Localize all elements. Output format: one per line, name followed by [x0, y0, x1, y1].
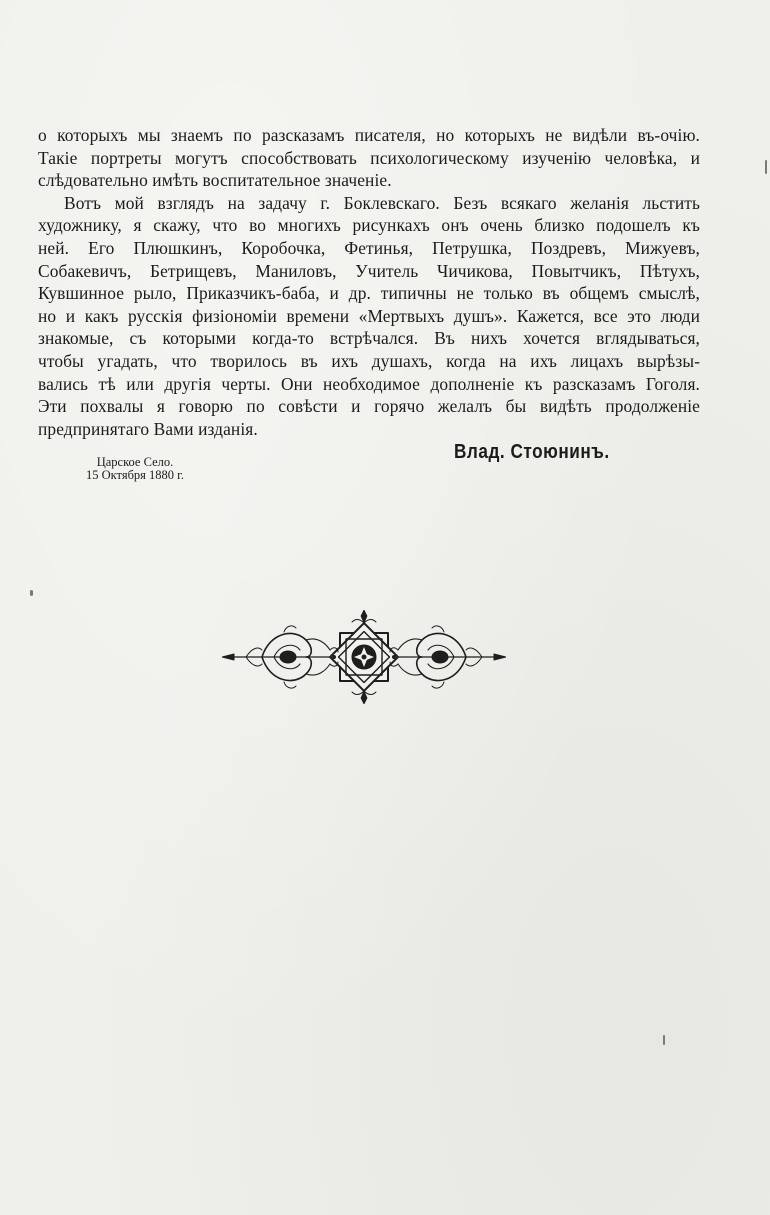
text-line: предпринятаго Вами изданія. — [38, 418, 258, 439]
text-line: ней. Его Плюшкинъ, Коробочка, Фетинья, Петрушка, Поздревъ, Мижуевъ, — [38, 237, 700, 258]
paper-speck — [765, 160, 767, 174]
text-line: художнику, я скажу, что во многихъ рисункахъ онъ очень близко подошелъ къ — [38, 215, 700, 236]
text-line: Собакевичъ, Бетрищевъ, Маниловъ, Учитель Чичикова, Повытчикъ, Пѣтухъ, — [38, 260, 700, 281]
paragraph-start-line: Вотъ мой взглядъ на задачу г. Боклевскаго. Безъ всякаго желанія льстить — [64, 192, 700, 213]
text-line: Такіе портреты могутъ способствовать психологическому изученію человѣка, и — [38, 147, 700, 168]
text-line: но и какъ русскія физіономіи времени «Мертвыхъ душъ». Кажется, все это люди — [38, 305, 700, 326]
text-line: вались тѣ или другія черты. Они необходимое дополненіе къ разсказамъ Гоголя. — [38, 373, 700, 394]
paper-speck — [30, 590, 33, 596]
text-line: знакомые, съ которыми когда-то встрѣчался. Въ нихъ хочется вглядываться, — [38, 328, 700, 349]
body-text — [38, 124, 700, 440]
text-line: о которыхъ мы знаемъ по разсказамъ писателя, но которыхъ не видѣли въ-очію. — [38, 125, 700, 145]
text-line: Эти похвалы я говорю по совѣсти и горячо желалъ бы видѣть продолженіе — [38, 396, 700, 417]
signature: Влад. Стоюнинъ. — [454, 441, 610, 463]
place-label: Царское Село. — [96, 455, 174, 469]
text-line: слѣдовательно имѣть воспитательное значеніе. — [38, 170, 392, 191]
place-date — [70, 456, 200, 482]
paper-speck — [663, 1035, 665, 1045]
date-label: 15 Октября 1880 г. — [85, 468, 185, 482]
text-line: чтобы угадать, что творилось въ ихъ душахъ, когда на ихъ лицахъ вырѣзы- — [38, 350, 700, 371]
text-line: Кувшинное рыло, Приказчикъ-баба, и др. типичны не только въ общемъ смыслѣ, — [38, 283, 700, 304]
ornament-icon — [222, 610, 506, 704]
